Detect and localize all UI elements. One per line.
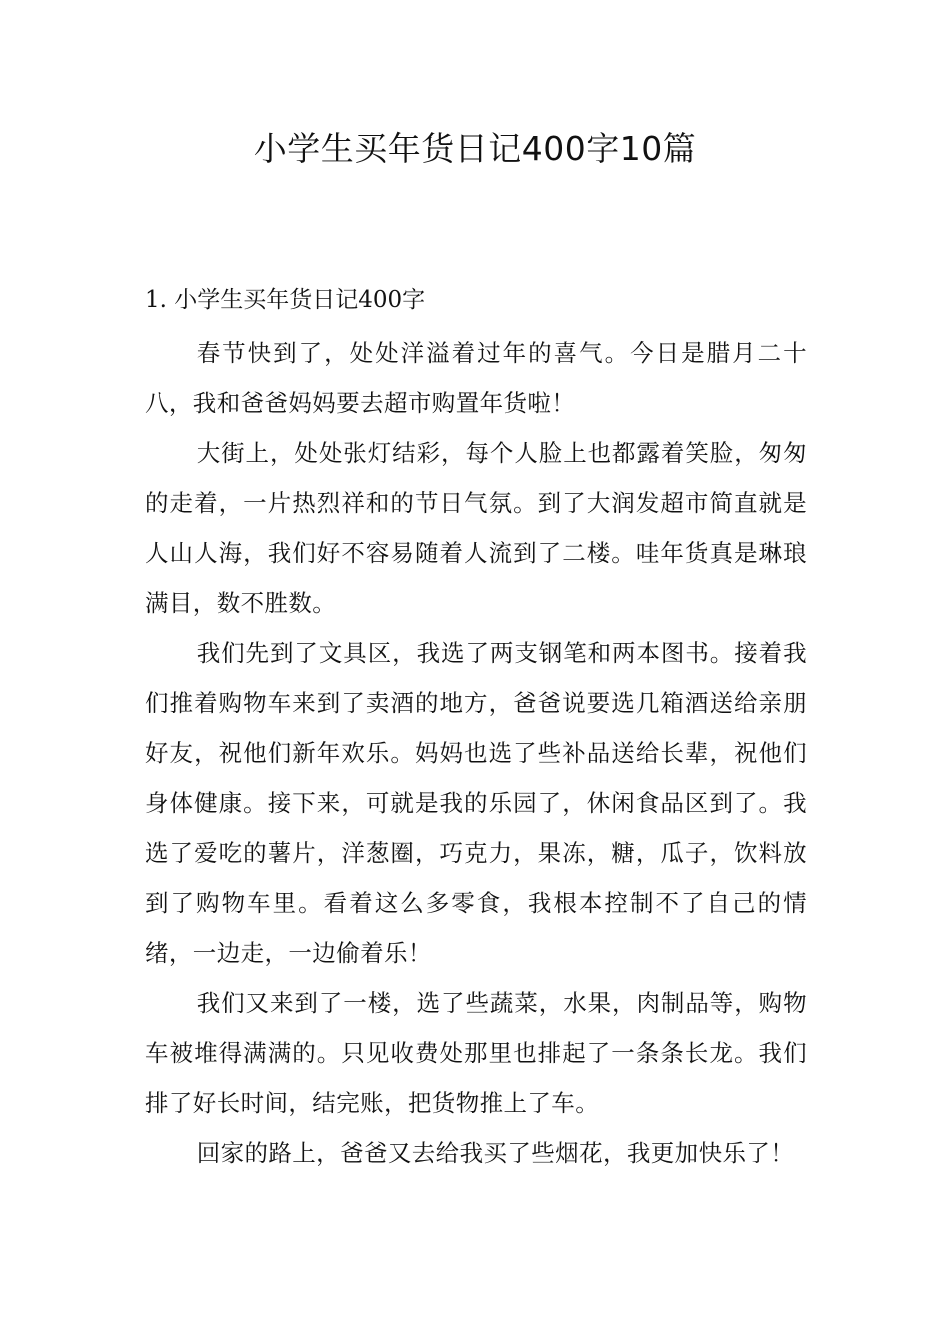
paragraph-2: 大街上，处处张灯结彩，每个人脸上也都露着笑脸，匆匆的走着，一片热烈祥和的节日气氛。到了大润发超市简直就是人山人海，我们好不容易随着人流到了二楼。哇年货真是琳琅满目，数不胜数。 [145,439,807,617]
paragraph-1: 春节快到了，处处洋溢着过年的喜气。今日是腊月二十八，我和爸爸妈妈要去超市购置年货啦！ [145,339,807,417]
paragraph-5: 回家的路上，爸爸又去给我买了些烟花，我更加快乐了！ [196,1139,795,1167]
paragraph-3: 我们先到了文具区，我选了两支钢笔和两本图书。接着我们推着购物车来到了卖酒的地方，爸爸说要选几箱酒送给亲朋好友，祝他们新年欢乐。妈妈也选了些补品送给长辈，祝他们身体健康。接下来，可就是我的乐园了，休闲食品区到了。我选了爱吃的薯片，洋葱圈，巧克力，果冻，糖，瓜子，饮料放到了购物车里。看着这么多零食，我根本控制不了自己的情绪，一边走，一边偷着乐！ [145,639,807,967]
section-heading: 1. 小学生买年货日记400字 [145,287,426,313]
paragraph-4: 我们又来到了一楼，选了些蔬菜，水果，肉制品等，购物车被堆得满满的。只见收费处那里也排起了一条条长龙。我们排了好长时间，结完账，把货物推上了车。 [145,989,807,1117]
document-title: 小学生买年货日记400字10篇 [253,129,697,168]
document-body [145,280,807,1178]
